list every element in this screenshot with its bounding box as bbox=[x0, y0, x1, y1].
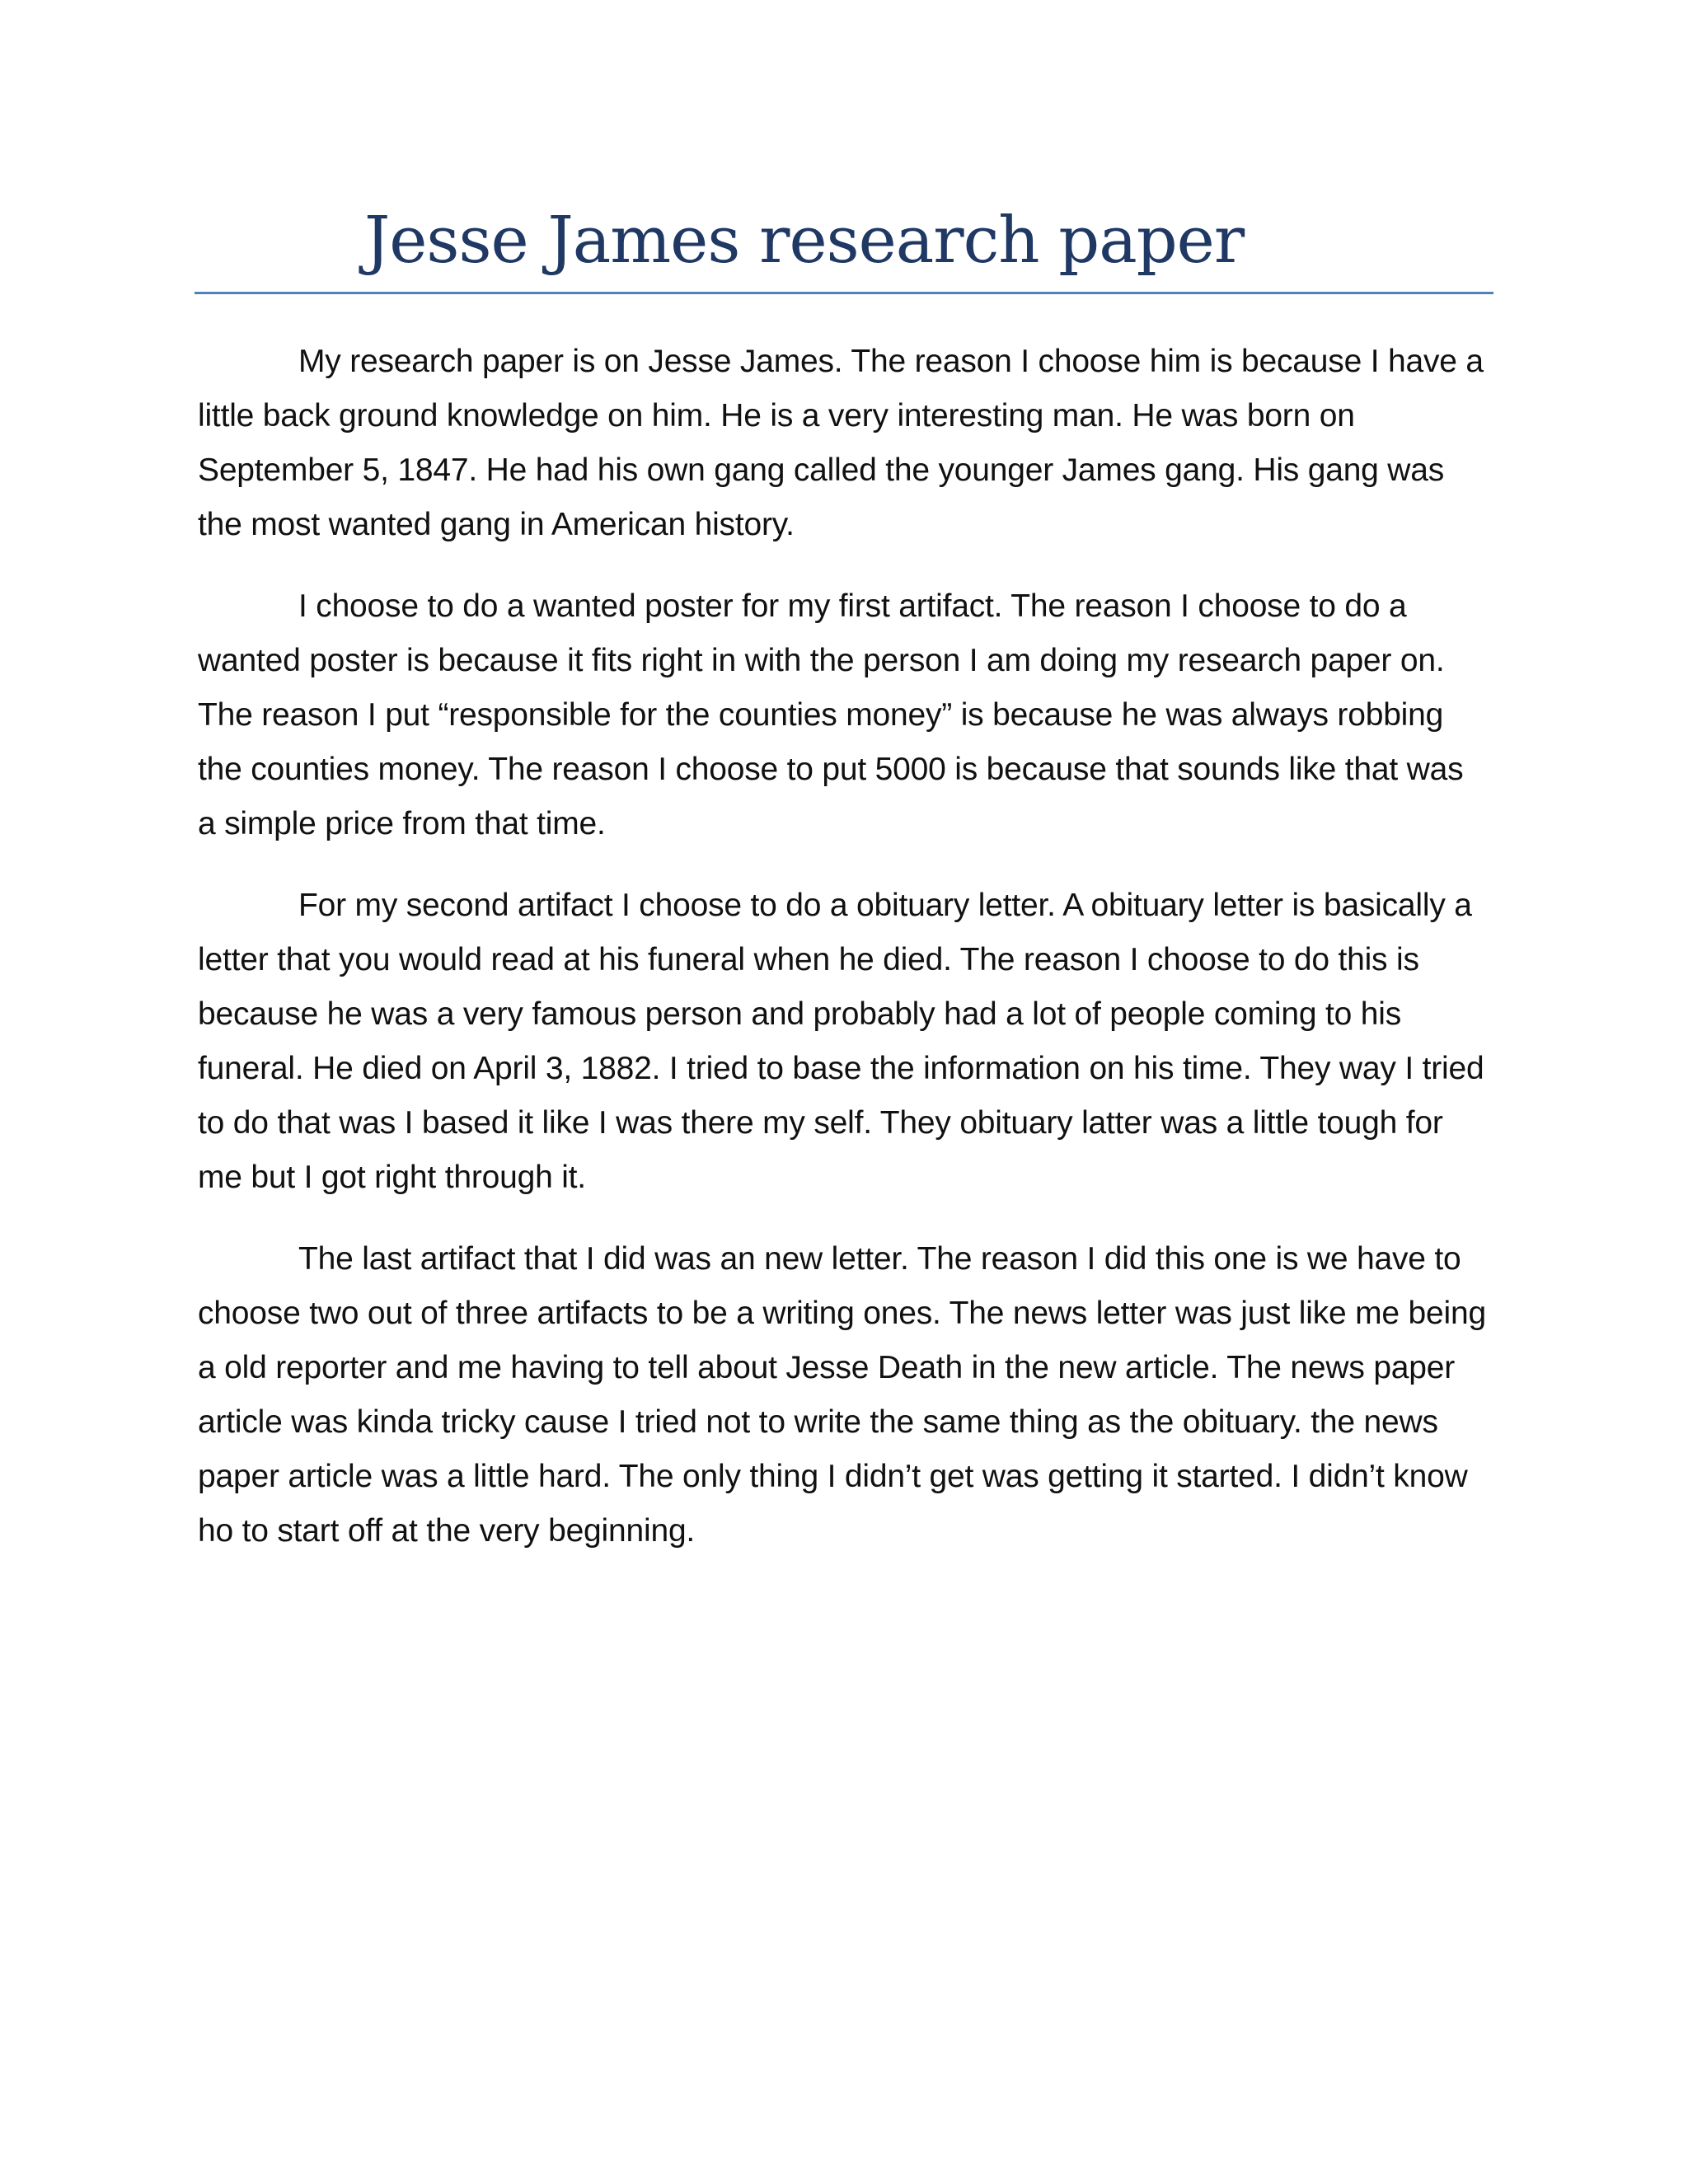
paragraph-intro: My research paper is on Jesse James. The reason I choose him is because I have a little back ground knowledge on him. He is a very interesting man. He was born on September 5, 1847. He had his own gang called the younger James gang. His gang was the most wanted gang in American history. bbox=[198, 344, 1484, 542]
title-block bbox=[195, 191, 1493, 297]
paragraph-first-artifact: I choose to do a wanted poster for my first artifact. The reason I choose to do a wanted poster is because it fits right in with the person I am doing my research paper on. The reason I put “responsible for the counties money” is because he was always robbing the counties money. The reason I choose to put 5000 is because that sounds like that was a simple price from that time. bbox=[198, 588, 1464, 841]
paragraph-last-artifact: The last artifact that I did was an new letter. The reason I did this one is we have to choose two out of three artifacts to be a writing ones. The news letter was just like me being a old reporter and me having to tell about Jesse Death in the new article. The news paper article was kinda tricky cause I tried not to write the same thing as the obituary. the news paper article was a little hard. The only thing I didn’t get was getting it started. I didn’t know ho to start off at the very beginning. bbox=[198, 1241, 1486, 1549]
paragraph-second-artifact: For my second artifact I choose to do a obituary letter. A obituary letter is basically a letter that you would read at his funeral when he died. The reason I choose to do this is because he was a very famous person and probably had a lot of people coming to his funeral. He died on April 3, 1882. I tried to base the information on his time. They way I tried to do that was I based it like I was there my self. They obituary latter was a little tough for me but I got right through it. bbox=[198, 888, 1484, 1195]
title-underline-divider bbox=[195, 292, 1493, 294]
document-body bbox=[198, 335, 1489, 1586]
page-title: Jesse James research paper bbox=[364, 204, 1245, 278]
